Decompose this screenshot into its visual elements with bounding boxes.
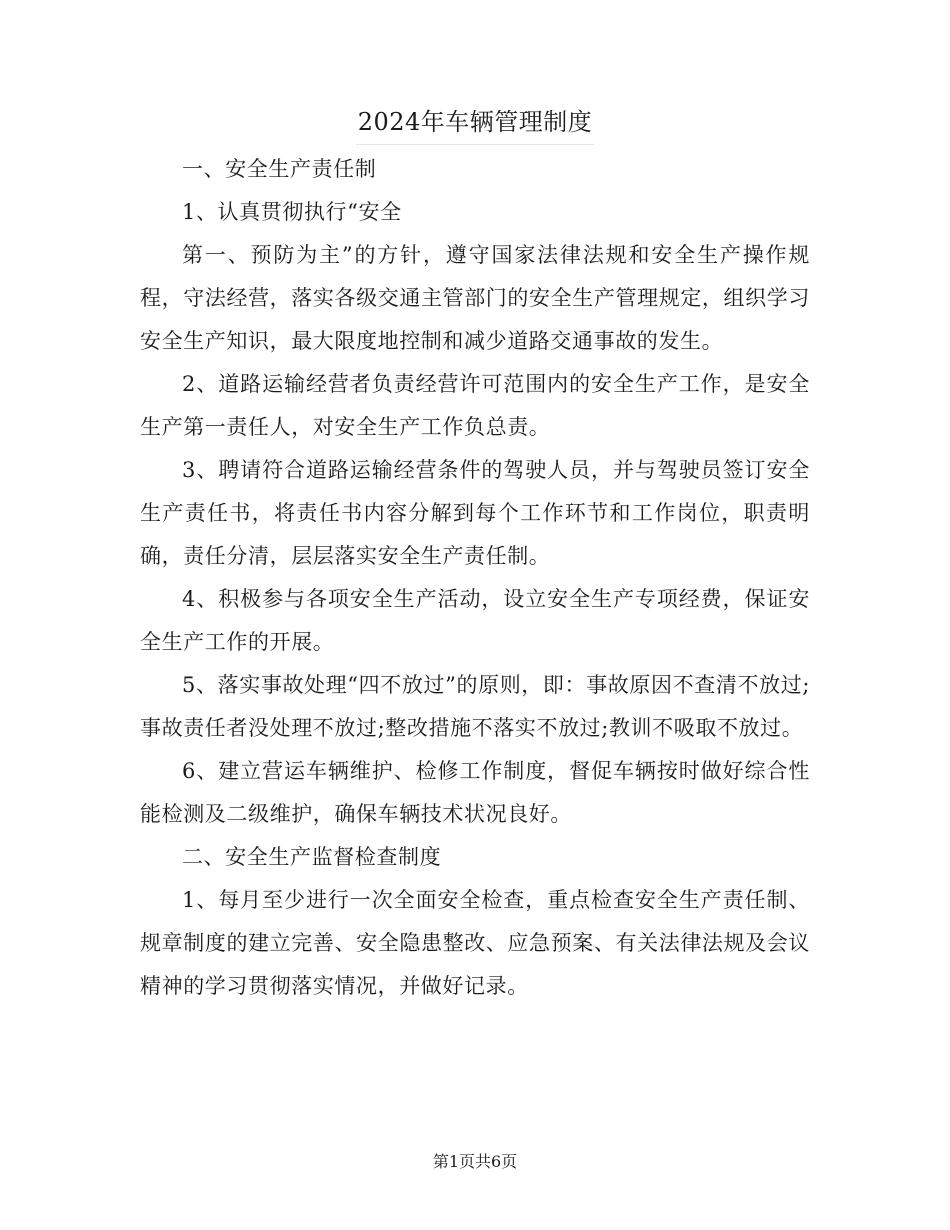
paragraph-3: 2、道路运输经营者负责经营许可范围内的安全生产工作，是安全生产第一责任人，对安全生产工作负总责。: [140, 372, 810, 439]
paragraph-7: 6、建立营运车辆维护、检修工作制度，督促车辆按时做好综合性能检测及二级维护，确保车辆技术状况良好。: [140, 759, 810, 826]
paragraph-5: 4、积极参与各项安全生产活动，设立安全生产专项经费，保证安全生产工作的开展。: [140, 587, 810, 654]
page-number-footer: 第1页共6页: [432, 1152, 518, 1171]
paragraph-1: 1、认真贯彻执行“安全: [182, 200, 402, 224]
section-heading-1: 一、安全生产责任制: [182, 157, 377, 181]
paragraph-6: 5、落实事故处理“四不放过”的原则，即：事故原因不查清不放过;事故责任者没处理不放过;整改措施不落实不放过;教训不吸取不放过。: [140, 673, 810, 740]
document-title: 2024年车辆管理制度: [356, 100, 595, 145]
document-body: [140, 148, 810, 1008]
title-wrapper: [0, 100, 950, 145]
paragraph-4: 3、聘请符合道路运输经营条件的驾驶人员，并与驾驶员签订安全生产责任书，将责任书内容分解到每个工作环节和工作岗位，职责明确，责任分清，层层落实安全生产责任制。: [140, 458, 810, 568]
paragraph-2: 第一、预防为主”的方针，遵守国家法律法规和安全生产操作规程，守法经营，落实各级交通主管部门的安全生产管理规定，组织学习安全生产知识，最大限度地控制和减少道路交通事故的发生。: [140, 243, 810, 353]
section-heading-2: 二、安全生产监督检查制度: [182, 845, 442, 869]
paragraph-8: 1、每月至少进行一次全面安全检查，重点检查安全生产责任制、规章制度的建立完善、安全隐患整改、应急预案、有关法律法规及会议精神的学习贯彻落实情况，并做好记录。: [140, 888, 810, 998]
